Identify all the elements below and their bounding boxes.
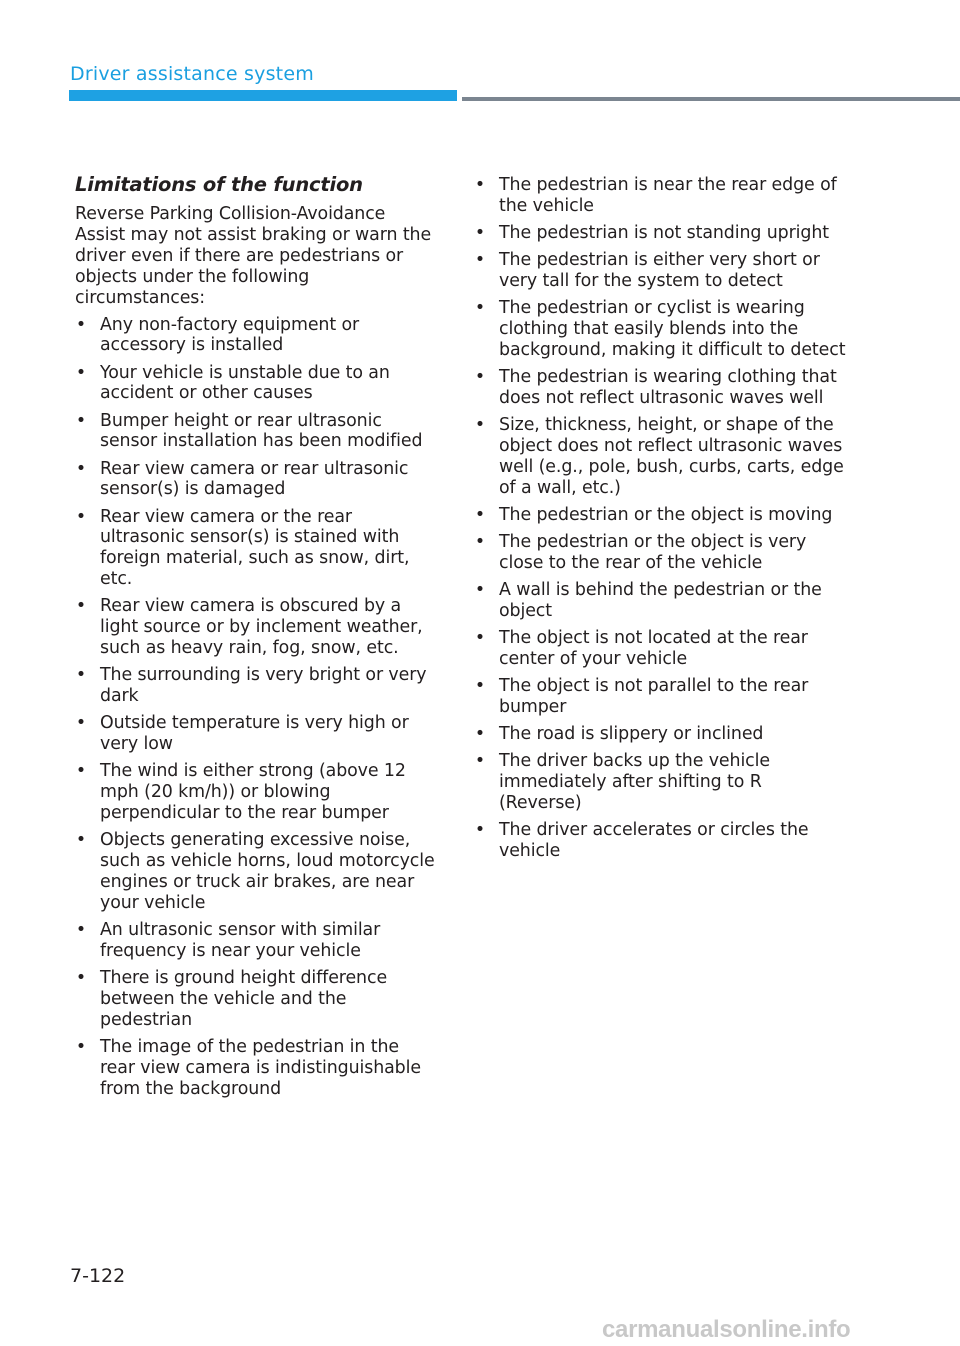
list-item-text: The pedestrian is near the rear edge of the vehicle: [499, 175, 837, 216]
list-item: [75, 968, 437, 1031]
bullet-icon: •: [75, 1036, 87, 1057]
bullet-icon: •: [474, 298, 486, 319]
bullet-icon: •: [474, 250, 486, 271]
list-item: [75, 459, 437, 501]
list-item-text: Objects generating excessive noise, such as vehicle horns, loud motorcycle engines or truck air brakes, are near your vehicle: [100, 830, 435, 913]
list-item-text: The driver accelerates or circles the vehicle: [499, 819, 809, 861]
list-item: [474, 820, 846, 862]
list-item: [474, 367, 846, 409]
list-item-text: The object is not parallel to the rear bumper: [499, 675, 809, 717]
list-item: [474, 175, 846, 217]
header-accent-bar: [69, 90, 457, 101]
list-item-text: The surrounding is very bright or very dark: [100, 665, 427, 707]
watermark: carmanualsonline.info: [602, 1316, 851, 1343]
list-item-text: An ultrasonic sensor with similar frequency is near your vehicle: [100, 919, 381, 961]
list-item-text: The pedestrian is either very short or very tall for the system to detect: [499, 250, 820, 291]
page-number: 7-122: [70, 1265, 126, 1287]
list-item: [75, 507, 437, 591]
list-item-text: The pedestrian or cyclist is wearing clothing that easily blends into the background, making it difficult to detect: [499, 298, 846, 360]
list-item-text: The image of the pedestrian in the rear view camera is indistinguishable from the background: [100, 1036, 421, 1099]
list-item-text: The road is slippery or inclined: [499, 723, 764, 744]
list-item: [474, 676, 846, 718]
list-item: [474, 298, 846, 361]
list-item-text: Rear view camera or rear ultrasonic sensor(s) is damaged: [100, 458, 409, 500]
list-item: [75, 411, 437, 453]
list-item: [474, 505, 846, 526]
bullet-icon: •: [474, 175, 486, 195]
bullet-icon: •: [75, 314, 87, 335]
intro-paragraph: Reverse Parking Collision-Avoidance Assist may not assist braking or warn the driver even if there are pedestrians or objects under the following circumstances:: [75, 204, 432, 308]
bullet-icon: •: [474, 723, 486, 744]
list-item-text: Any non-factory equipment or accessory is installed: [100, 314, 360, 356]
list-item-text: The driver backs up the vehicle immediately after shifting to R (Reverse): [499, 751, 770, 813]
list-item-text: The pedestrian or the object is very close to the rear of the vehicle: [499, 531, 807, 573]
bullet-icon: •: [75, 967, 87, 988]
list-item-text: Size, thickness, height, or shape of the object does not reflect ultrasonic waves well (e.g., pole, bush, curbs, carts, edge of a wall, etc.): [499, 415, 844, 498]
list-item: [75, 1037, 437, 1100]
bullet-icon: •: [75, 665, 87, 686]
bullet-icon: •: [474, 504, 486, 525]
list-item-text: The pedestrian is not standing upright: [499, 223, 829, 243]
bullet-icon: •: [75, 410, 87, 431]
bullet-icon: •: [474, 415, 486, 435]
bullet-icon: •: [75, 713, 87, 734]
bullet-icon: •: [75, 761, 87, 782]
section-title: Driver assistance system: [70, 63, 314, 85]
bullet-icon: •: [75, 506, 87, 527]
list-item-text: The pedestrian or the object is moving: [499, 504, 833, 525]
list-item: [474, 532, 846, 574]
list-item: [474, 415, 846, 499]
list-item: [75, 761, 437, 824]
list-item: [474, 250, 846, 292]
right-column: [474, 175, 846, 868]
bullet-icon: •: [474, 579, 486, 600]
list-item-text: Bumper height or rear ultrasonic sensor installation has been modified: [100, 410, 423, 452]
left-bullet-list: [75, 315, 437, 1100]
list-item-text: The object is not located at the rear center of your vehicle: [499, 627, 808, 669]
list-item: [474, 724, 846, 745]
list-item-text: Rear view camera is obscured by a light source or by inclement weather, such as heavy rain, fog, snow, etc.: [100, 596, 423, 659]
bullet-icon: •: [75, 919, 87, 940]
left-column: [75, 172, 437, 1106]
list-item: [75, 830, 437, 914]
bullet-icon: •: [474, 819, 486, 840]
list-item: [474, 223, 846, 244]
bullet-icon: •: [75, 830, 87, 851]
list-item-text: There is ground height difference between the vehicle and the pedestrian: [100, 967, 388, 1030]
list-item: [75, 363, 437, 405]
list-item-text: Your vehicle is unstable due to an accident or other causes: [100, 362, 390, 404]
list-item-text: The pedestrian is wearing clothing that does not reflect ultrasonic waves well: [499, 367, 837, 408]
bullet-icon: •: [474, 751, 486, 771]
list-item: [474, 580, 846, 622]
header-rule: [462, 97, 960, 101]
list-item: [474, 628, 846, 670]
bullet-icon: •: [474, 367, 486, 387]
list-item: [75, 315, 437, 357]
list-item: [75, 920, 437, 962]
list-item: [75, 665, 437, 707]
bullet-icon: •: [474, 675, 486, 696]
list-item: [474, 751, 846, 814]
list-item-text: A wall is behind the pedestrian or the object: [499, 579, 822, 621]
bullet-icon: •: [75, 596, 87, 617]
section-heading: Limitations of the function: [75, 173, 363, 196]
list-item: [75, 713, 437, 755]
list-item-text: Rear view camera or the rear ultrasonic sensor(s) is stained with foreign material, such as snow, dirt, etc.: [100, 506, 410, 590]
bullet-icon: •: [474, 531, 486, 552]
bullet-icon: •: [474, 627, 486, 648]
list-item: [75, 596, 437, 659]
list-item-text: Outside temperature is very high or very low: [100, 713, 409, 755]
list-item-text: The wind is either strong (above 12 mph (20 km/h)) or blowing perpendicular to the rear bumper: [100, 761, 406, 824]
bullet-icon: •: [75, 458, 87, 479]
bullet-icon: •: [474, 223, 486, 243]
right-bullet-list: [474, 175, 846, 862]
bullet-icon: •: [75, 362, 87, 383]
